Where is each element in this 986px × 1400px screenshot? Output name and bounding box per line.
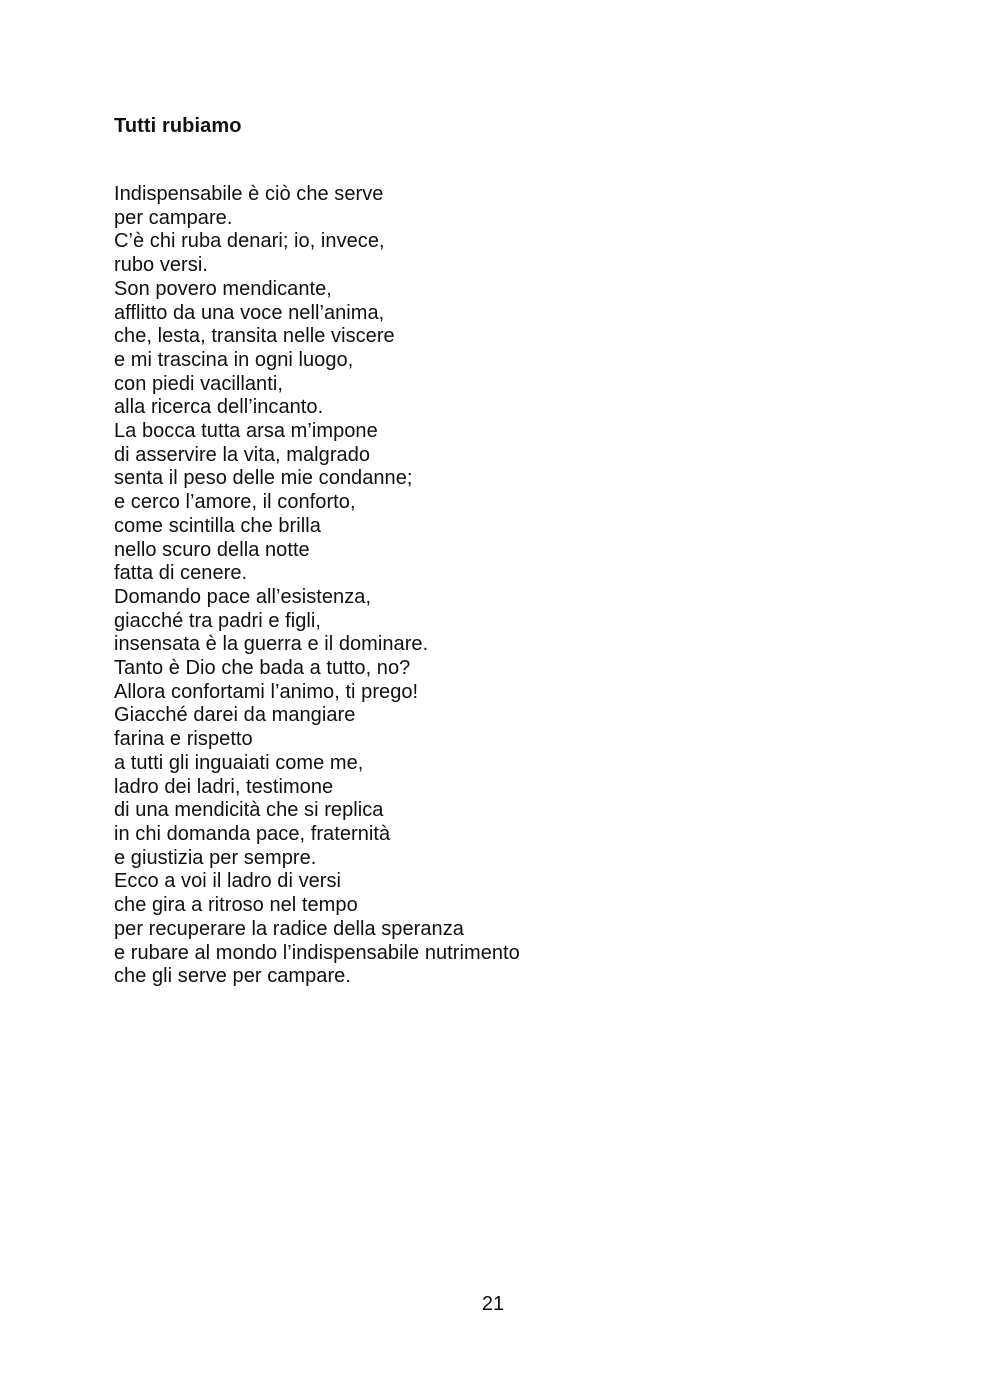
poem-line: ladro dei ladri, testimone	[114, 775, 334, 798]
poem-line: C’è chi ruba denari; io, invece,	[114, 230, 385, 253]
poem-line: giacché tra padri e figli,	[114, 609, 321, 632]
poem-line: per recuperare la radice della speranza	[114, 917, 464, 940]
poem-line: farina e rispetto	[114, 728, 253, 751]
poem-line: Giacché darei da mangiare	[114, 704, 356, 727]
poem-line: di una mendicità che si replica	[114, 799, 384, 822]
poem-line: La bocca tutta arsa m’impone	[114, 420, 378, 443]
poem-line: a tutti gli inguaiati come me,	[114, 751, 364, 774]
poem-line: insensata è la guerra e il dominare.	[114, 633, 429, 656]
poem-title: Tutti rubiamo	[114, 115, 242, 137]
poem-line: senta il peso delle mie condanne;	[114, 467, 413, 490]
poem-line: alla ricerca dell’incanto.	[114, 396, 324, 419]
poem-line: e rubare al mondo l’indispensabile nutrimento	[114, 941, 520, 964]
page-number: 21	[481, 1293, 505, 1315]
poem-line: Indispensabile è ciò che serve	[114, 183, 384, 205]
poem-line: Domando pace all’esistenza,	[114, 585, 372, 608]
poem-line: in chi domanda pace, fraternità	[114, 822, 391, 845]
poem-line: nello scuro della notte	[114, 538, 310, 561]
poem-line: Ecco a voi il ladro di versi	[114, 870, 342, 893]
poem-line: Tanto è Dio che bada a tutto, no?	[114, 657, 411, 680]
poem-line: che gira a ritroso nel tempo	[114, 894, 358, 917]
poem-line: afflitto da una voce nell’anima,	[114, 301, 385, 324]
poem-body	[114, 183, 520, 989]
poem-line: e mi trascina in ogni luogo,	[114, 348, 354, 371]
poem-line: per campare.	[114, 206, 233, 229]
poem-line: di asservire la vita, malgrado	[114, 443, 371, 466]
poem-line: con piedi vacillanti,	[114, 372, 283, 395]
poem-line: che, lesta, transita nelle viscere	[114, 325, 395, 348]
poem-line: Son povero mendicante,	[114, 277, 332, 300]
poem-line: e giustizia per sempre.	[114, 846, 317, 869]
poem-line: fatta di cenere.	[114, 562, 248, 585]
poem-line: rubo versi.	[114, 254, 208, 277]
poem-line: che gli serve per campare.	[114, 965, 351, 988]
poem-line: e cerco l’amore, il conforto,	[114, 491, 356, 514]
poem-line: come scintilla che brilla	[114, 514, 321, 537]
poem-line: Allora confortami l’animo, ti prego!	[114, 680, 419, 703]
